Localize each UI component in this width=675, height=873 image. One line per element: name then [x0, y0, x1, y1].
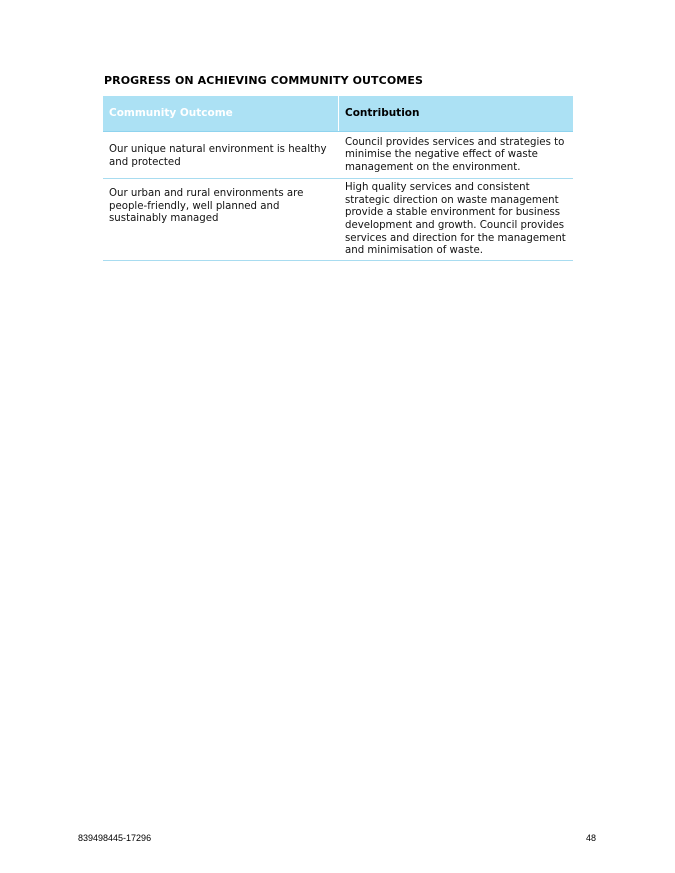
table-row	[103, 179, 573, 261]
table-cell-contribution: High quality services and consistent strategic direction on waste management provide a stable environment for business development and growth. Council provides services and direction for the management and minimisation of waste.	[339, 179, 574, 261]
column-header-contribution: Contribution	[339, 96, 574, 132]
page-number: 48	[585, 833, 596, 843]
column-header-community-outcome: Community Outcome	[103, 96, 339, 132]
section-heading: PROGRESS ON ACHIEVING COMMUNITY OUTCOMES	[104, 74, 423, 87]
table-cell-contribution: Council provides services and strategies to minimise the negative effect of waste management on the environment.	[339, 132, 574, 179]
table-cell-outcome: Our unique natural environment is healthy and protected	[103, 132, 339, 179]
table-body	[103, 132, 573, 261]
table-header	[103, 96, 573, 132]
community-outcomes-table	[103, 96, 573, 261]
table-header-row	[103, 96, 573, 132]
table-cell-outcome: Our urban and rural environments are people-friendly, well planned and sustainably managed	[103, 179, 339, 261]
document-reference: 839498445-17296	[78, 833, 152, 843]
table-row	[103, 132, 573, 179]
